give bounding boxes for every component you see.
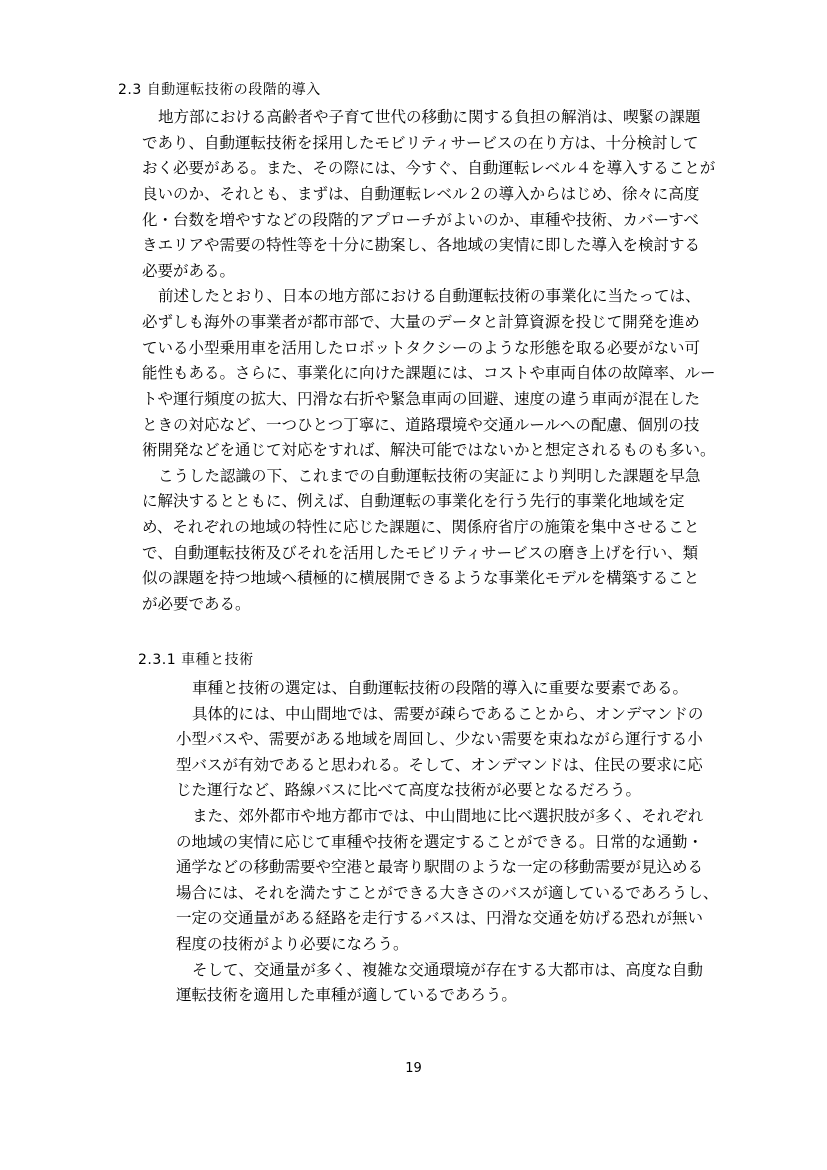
body-line: 化・台数を増やすなどの段階的アプローチがよいのか、車種や技術、カバーすべ [142,211,699,229]
body-line: であり、自動運転技術を採用したモビリティサービスの在り方は、十分検討して [142,134,699,152]
body-line: 程度の技術がより必要になろう。 [176,935,409,953]
body-line: 能性もある。さらに、事業化に向けた課題には、コストや車両自体の故障率、ルー [142,364,716,382]
body-line: こうした認識の下、これまでの自動運転技術の実証により判明した課題を早急 [158,467,701,485]
body-line: 具体的には、中山間地では、需要が疎らであることから、オンデマンドの [192,705,704,723]
body-line: に解決するとともに、例えば、自動運転の事業化を行う先行的事業化地域を定 [142,492,685,510]
body-line: そして、交通量が多く、複雑な交通環境が存在する大都市は、高度な自動 [192,961,703,979]
body-line: 通学などの移動需要や空港と最寄り駅間のような一定の移動需要が見込める [176,858,704,876]
body-line: の地域の実情に応じて車種や技術を選定することができる。日常的な通勤・ [176,833,704,851]
page-number: 19 [405,1061,422,1076]
body-line: 車種と技術の選定は、自動運転技術の段階的導入に重要な要素である。 [192,679,689,697]
body-line: 術開発などを通じて対応をすれば、解決可能ではないかと想定されるものも多い。 [142,441,716,459]
body-line: じた運行など、路線バスに比べて高度な技術が必要となるだろう。 [176,781,642,799]
body-line: が必要である。 [142,595,251,613]
body-line: 場合には、それを満たすことができる大きさのバスが適しているであろうし、 [176,884,719,902]
body-line: トや運行頻度の拡大、円滑な右折や緊急車両の回避、速度の違う車両が混在した [142,390,701,408]
body-line: 良いのか、それとも、まずは、自動運転レベル２の導入からはじめ、徐々に高度 [142,185,700,203]
body-line: おく必要がある。また、その際には、今すぐ、自動運転レベル４を導入することが [142,159,716,177]
body-line: 地方部における高齢者や子育て世代の移動に関する負担の解消は、喫緊の課題 [158,108,701,126]
body-line: ときの対応など、一つひとつ丁寧に、道路環境や交通ルールへの配慮、個別の技 [142,416,700,434]
body-line: 必ずしも海外の事業者が都市部で、大量のデータと計算資源を投じて開発を進め [142,313,700,331]
body-line: で、自動運転技術及びそれを活用したモビリティサービスの磨き上げを行い、類 [142,544,699,562]
body-line: 一定の交通量がある経路を走行するバスは、円滑な交通を妨げる恐れが無い [176,909,704,927]
section-heading: 2.3 自動運転技術の段階的導入 [118,82,321,98]
body-line: 前述したとおり、日本の地方部における自動運転技術の事業化に当たっては、 [158,287,701,305]
body-line: 小型バスや、需要がある地域を周回し、少ない需要を束ねながら運行する小 [176,730,703,748]
body-line: また、郊外都市や地方都市では、中山間地に比べ選択肢が多く、それぞれ [192,807,704,825]
body-line: 型バスが有効であると思われる。そして、オンデマンドは、住民の要求に応 [176,756,703,774]
body-line: きエリアや需要の特性等を十分に勘案し、各地域の実情に即した導入を検討する [142,236,701,254]
subsection-heading: 2.3.1 車種と技術 [138,652,254,668]
body-line: ている小型乗用車を活用したロボットタクシーのような形態を取る必要がない可 [142,339,701,357]
body-line: 必要がある。 [142,262,236,280]
body-line: 運転技術を適用した車種が適しているであろう。 [176,986,517,1004]
body-line: 似の課題を持つ地域へ積極的に横展開できるような事業化モデルを構築すること [142,569,700,587]
body-line: め、それぞれの地域の特性に応じた課題に、関係府省庁の施策を集中させること [142,518,700,536]
